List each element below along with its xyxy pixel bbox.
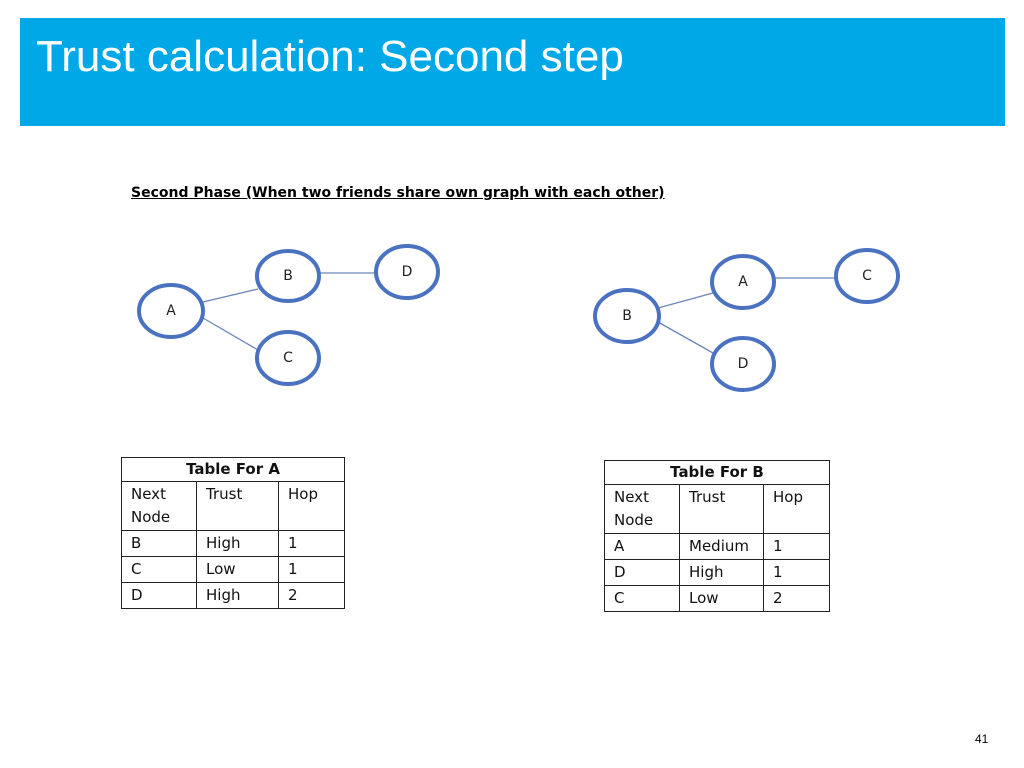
table-cell: 1: [279, 557, 345, 583]
table-header-cell: Trust: [680, 485, 764, 534]
table-for-a: [121, 457, 345, 609]
table-cell: Low: [680, 586, 764, 612]
graph-node: [712, 256, 774, 308]
node-label: B: [283, 268, 293, 284]
node-label: D: [401, 264, 413, 280]
table-cell: High: [197, 583, 279, 609]
table-cell: 2: [764, 586, 830, 612]
table-cell: C: [122, 557, 197, 583]
node-label: C: [862, 268, 872, 284]
table-header-cell: Hop: [279, 482, 345, 531]
edge-b-a: [658, 293, 713, 308]
edge-a-b: [203, 289, 258, 302]
node-label: A: [166, 303, 176, 319]
table-cell: 2: [279, 583, 345, 609]
table-cell: B: [122, 531, 197, 557]
table-cell: Medium: [680, 534, 764, 560]
node-label: C: [283, 350, 293, 366]
table-cell: Low: [197, 557, 279, 583]
table-cell: D: [605, 560, 680, 586]
table-cell: 1: [764, 560, 830, 586]
table-for-b: [604, 460, 830, 612]
table-cell: High: [680, 560, 764, 586]
page-number: 41: [975, 732, 989, 746]
table-header-cell: Next Node: [122, 482, 197, 531]
graph-a: [139, 246, 438, 384]
table-cell: A: [605, 534, 680, 560]
table-cell: High: [197, 531, 279, 557]
table-header-cell: Hop: [764, 485, 830, 534]
graph-node: [376, 246, 438, 298]
graph-node: [712, 338, 774, 390]
node-label: D: [737, 356, 749, 372]
table-row: [605, 586, 830, 612]
graph-node: [139, 285, 203, 337]
graph-node: [595, 290, 659, 342]
table-header-cell: Trust: [197, 482, 279, 531]
graph-node: [257, 251, 319, 301]
table-row: [122, 557, 345, 583]
table-cell: 1: [764, 534, 830, 560]
table-cell: D: [122, 583, 197, 609]
table-caption: Table For B: [605, 461, 830, 485]
edge-a-c: [203, 318, 258, 350]
edge-b-d: [658, 322, 713, 353]
graph-b: [595, 250, 898, 390]
table-cell: 1: [279, 531, 345, 557]
table-row: [122, 583, 345, 609]
table-row: [605, 560, 830, 586]
table-header-cell: Next Node: [605, 485, 680, 534]
slide-title: Trust calculation: Second step: [36, 32, 624, 81]
graph-node: [257, 332, 319, 384]
table-row: [122, 531, 345, 557]
graph-node: [836, 250, 898, 302]
node-label: A: [738, 274, 748, 290]
table-cell: C: [605, 586, 680, 612]
node-label: B: [622, 308, 632, 324]
table-caption: Table For A: [122, 458, 345, 482]
table-row: [605, 534, 830, 560]
phase-heading: Second Phase (When two friends share own graph with each other): [131, 185, 665, 201]
